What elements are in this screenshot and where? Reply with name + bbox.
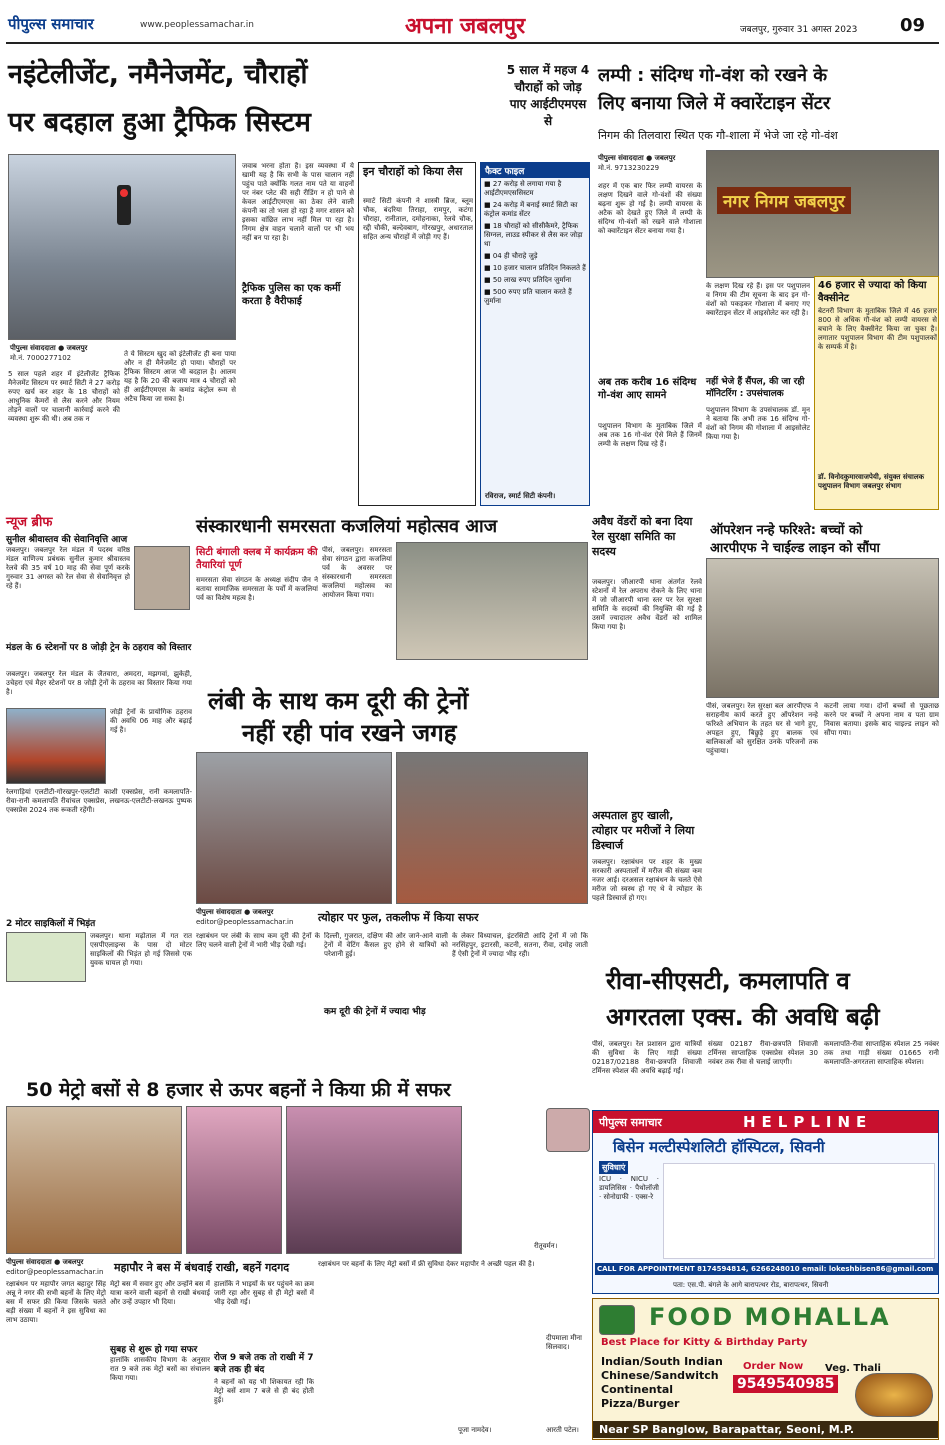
- samarasta-subhead: सिटी बंगाली क्लब में कार्यक्रम की तैयारियां पूर्ण: [196, 547, 318, 571]
- traffic-headline-1: नइंटेलीजेंट, नमैनेजमेंट, चौराहों: [8, 59, 308, 90]
- food-title: FOOD MOHALLA: [649, 1303, 891, 1331]
- metro-photo-4: [546, 1108, 590, 1152]
- traffic-box: [358, 162, 476, 506]
- metro-quotes: रक्षाबंधन पर बहनों के लिए मेट्रो बसों में फ्री सुविधा देकर महापौर ने अच्छी पहल की है।: [318, 1260, 535, 1268]
- masthead: [0, 0, 945, 44]
- lumpy-banner: नगर निगम जबलपुर: [717, 187, 851, 214]
- traffic-side-note: 5 साल में महज 4 चौराहों को जोड़ पाए आईटीएमएस से: [506, 63, 590, 128]
- traffic-signature: रविराज, स्मार्ट सिटी कंपनी।: [485, 492, 556, 500]
- lumpy-subhead-2: नहीं भेजे हैं सैंपल, की जा रही मॉनिटरिंग : उपसंचालक: [706, 377, 805, 399]
- lumpy-deck: निगम की तिलवारा स्थित एक गौ-शाला में भेजे जा रहे गो-वंश: [598, 129, 838, 142]
- samarasta-photo: [396, 542, 588, 660]
- metro-subhead-1: महापौर ने बस में बंधवाई राखी, बहनें गदगद: [114, 1261, 290, 1274]
- trains-body-1: रक्षाबंधन पर लंबी के साथ कम दूरी की ट्रेनों के लिए चलने वाली ट्रेनों में भारी भीड़ देखी गई।: [196, 932, 320, 949]
- trains-body-2: दिल्ली, गुजरात, दक्षिण की ओर जाने-आने वाली ट्रेनों में वेटिंग कैंसल हुए होने से यात्रियों को परेशानी हुई।: [324, 932, 448, 958]
- rewa-headline-1: रीवा-सीएसटी, कमलापति व: [606, 967, 850, 995]
- fact-item: ■ 27 करोड़ से लगाया गया है आईटीएमएससिस्टम: [484, 180, 562, 197]
- food-menu-item: Chinese/Sandwitch: [601, 1369, 719, 1382]
- metro-body-3: हालांकि शासकीय विभाग के अनुसार रात 9 बजे तक मेट्रो बसों का संचालन किया गया।: [110, 1356, 210, 1382]
- brief-2-title: मंडल के 6 स्टेशनों पर 8 जोड़ी ट्रेन के ठहराव को विस्तार: [6, 643, 192, 653]
- metro-headline: 50 मेट्रो बसों से 8 हजार से ऊपर बहनों ने किया फ्री में सफर: [26, 1079, 451, 1101]
- lumpy-body-2: के लक्षण दिख रहे हैं। इस पर पशुपालन व निगम की टीम सूचना के बाद इन गो-वंशों को पकड़कर गोशाला में बनाए गए क्वारेंटाइन सेंटर में आइसोलेट कर रही है।: [706, 282, 810, 317]
- page-number: 09: [900, 15, 926, 36]
- metro-photo-3: [286, 1106, 462, 1254]
- trains-subhead-1: कम दूरी की ट्रेनों में ज्यादा भीड़: [324, 1007, 426, 1017]
- samarasta-headline: संस्कारधानी समरसता कजलियां महोत्सव आज: [196, 516, 498, 537]
- trains-photo-credit: पीपुल्स संवाददाता ● जबलपुर: [196, 908, 274, 916]
- food-menu-item: Pizza/Burger: [601, 1397, 680, 1410]
- brief-2-body-2: जोड़ी ट्रेनों के प्रायोगिक ठहराव की अवधि 06 माह और बढ़ाई गई है।: [110, 708, 192, 734]
- metro-name-2: दीपमाला मीना सिलवाद।: [546, 1334, 582, 1351]
- metro-name-1: रीतूवर्मन।: [534, 1242, 558, 1250]
- food-thali-photo: [855, 1373, 933, 1417]
- helpline-brand: पीपुल्स समाचार: [599, 1116, 662, 1129]
- trains-caption: त्योहार पर फुल, तकलीफ में किया सफर: [318, 911, 479, 924]
- rewa-headline-2: अगरतला एक्स. की अवधि बढ़ी: [606, 1003, 880, 1031]
- lumpy-box: [814, 276, 939, 510]
- fact-item: ■ 50 लाख रुपए प्रतिदिन जुर्माना: [484, 276, 572, 284]
- metro-body-1: रक्षाबंधन पर महापौर जगत बहादुर सिंह अन्नू ने नगर की सभी बहनों के लिए मेट्रो बस में सफर फ्री किया जिसके चलते बड़ी संख्या में बहनों ने इस सुविधा का लाभ उठाया।: [6, 1280, 106, 1324]
- hospital-body: जबलपुर। रक्षाबंधन पर शहर के मुख्य सरकारी अस्पतालों में मरीज की संख्या कम नजर आई। दरअसल रक्षाबंधन के चलते ऐसे मरीज जो स्वस्थ हो गए थे वे त्योहार के पहले डिस्चार्ज हो गए।: [592, 858, 702, 902]
- lumpy-photo: [706, 150, 939, 278]
- helpline-address: पता: एस.पी. बंगले के आगे बारापत्थर रोड, बारापत्थर, सिवनी: [673, 1281, 829, 1289]
- lumpy-body-4: पशुपालन विभाग के उपसंचालक डॉ. मून ने बताया कि अभी तक 16 संदिग्ध गो-वंशों को निगम की गोशाला में आइसोलेट किया गया है।: [706, 406, 810, 441]
- section-title: अपना जबलपुर: [405, 14, 526, 39]
- samarasta-body-1: समरसता सेवा संगठन के अध्यक्ष संदीप जैन ने बताया सामाजिक समरसता के पर्वों में कजलियां पर्व का विशेष महत्व है।: [196, 576, 318, 602]
- trains-photo-2: [396, 752, 588, 904]
- lumpy-body-1: शहर में एक बार फिर लम्पी वायरस के लक्षण दिखने वाले गो-वंशों की संख्या बढ़ना शुरू हो गई है। लम्पी वायरस के अटैक को देखते हुए जिले में लम्पी के संदिग्ध गो-वंशों को रखने वाले गोशाला को क्वारेंटाइन सेंटर बनाया गया है।: [598, 182, 702, 235]
- helpline-header: [593, 1111, 938, 1133]
- lumpy-headline-2: लिए बनाया जिले में क्वारेंटाइन सेंटर: [598, 93, 831, 114]
- fact-file: [480, 162, 590, 506]
- helpline-hospital: बिसेन मल्टीस्पेशलिटी हॉस्पिटल, सिवनी: [613, 1138, 825, 1156]
- fact-item: ■ 24 करोड़ में बनाई स्मार्ट सिटी का कंट्रोल कमांड सेंटर: [484, 201, 578, 218]
- brief-3-photo: [6, 932, 86, 982]
- food-menu-item: Indian/South Indian: [601, 1355, 723, 1368]
- fact-item: ■ 10 हजार चालान प्रतिदिन निकलते हैं: [484, 264, 586, 272]
- food-menu-item: Continental: [601, 1383, 674, 1396]
- news-brief-column: [6, 512, 192, 1072]
- lumpy-body-3: पशुपालन विभाग के मुताबिक जिले में अब तक 16 गो-वंश ऐसे मिले हैं जिनमें लम्पी के लक्षण दिख रहे हैं।: [598, 422, 702, 448]
- helpline-title: HELPLINE: [743, 1113, 873, 1131]
- operation-headline-1: ऑपरेशन नन्हे फरिश्ते: बच्चों को: [710, 523, 863, 538]
- metro-name-3: पूजा नामदेव।: [458, 1426, 492, 1434]
- site-url[interactable]: www.peoplessamachar.in: [140, 20, 254, 30]
- food-menu: [601, 1355, 731, 1411]
- helpline-appointment[interactable]: CALL FOR APPOINTMENT 8174594814, 6266248010 email: lokeshbisen86@gmail.com: [595, 1263, 938, 1275]
- lumpy-photo-credit: पीपुल्स संवाददाता ● जबलपुर: [598, 154, 676, 162]
- hospital-headline: अस्पताल हुए खाली, त्योहार पर मरीजों ने लिया डिस्चार्ज: [592, 809, 695, 852]
- metro-email[interactable]: editor@peoplessamachar.in: [6, 1268, 104, 1276]
- fact-list: [481, 178, 589, 311]
- food-tagline: Best Place for Kitty & Birthday Party: [601, 1337, 808, 1348]
- trains-story: [196, 666, 588, 1068]
- traffic-photo: [8, 154, 236, 340]
- lumpy-story: [594, 50, 939, 510]
- rewa-body-3: कमलापति-रीवा साप्ताहिक स्पेशल 25 नवंबर तक तथा गाड़ी संख्या 01665 रानी कमलापति-अगरतला साप्ताहिक स्पेशल।: [824, 1040, 939, 1066]
- traffic-body-3: जवाब भरना होता है। इस व्यवस्था में ये खामी यह है कि सभी के पास चालान नहीं पहुंच पाते क्योंकि गलत नाम पते या वाहनों पर नंबर प्लेट की सही रीडिंग न हो पाने से केवल आईटीएमएस का ठेका लेने वाली कंपनी का तो भला हो रहा है मगर शासन को इसका वांछित लाभ नहीं मिल पा रहा है। निगम क्षेत्र वाहन चलाने वालों पर भी भय नहीं बन पा रहा है।: [242, 162, 354, 242]
- metro-story: [6, 1074, 590, 1440]
- lumpy-subhead-1: अब तक करीब 16 संदिग्ध गो-वंश आए सामने: [598, 377, 697, 401]
- metro-name-4: आरती पटेल।: [546, 1426, 579, 1434]
- metro-photo-credit: पीपुल्स संवाददाता ● जबलपुर: [6, 1258, 84, 1266]
- traffic-body-1: 5 साल पहले शहर में इंटेलीजेंट ट्रैफिक मैनेजमेंट सिस्टम पर स्मार्ट सिटी ने 27 करोड़ रुपए खर्च कर शहर के 18 चौराहों को आधुनिक कैमरों से लैस करने और नियम तोड़ने वालों पर चालानी कार्रवाई करने की व्यवस्था शुरू की थी। अब तक न: [8, 370, 120, 423]
- operation-headline-2: आरपीएफ ने चाईल्ड लाइन को सौंपा: [710, 541, 880, 556]
- helpline-services-label: सुविधाएं: [599, 1161, 628, 1174]
- brief-2-body-3: रेलगाड़ियां एलटीटी-गोरखपुर-एलटीटी काशी एक्सप्रेस, रानी कमलापति-रीवा-रानी कमलापति रीवांचल एक्सप्रेस, लखनऊ-एलटीटी-लखनऊ पुष्पक एक्सप्रेस 2024 तक रूकती रहेंगी।: [6, 788, 192, 814]
- helpline-doctors: [663, 1163, 935, 1259]
- food-phone[interactable]: 9549540985: [733, 1375, 838, 1393]
- brief-3-body: जबलपुर। थाना मढ़ोताल में गत रात एसपीएलाइन्स के पास दो मोटर साइकिलों की भिड़ंत हो गई जिससे एक युवक घायल हो गया।: [90, 932, 192, 967]
- lumpy-headline-1: लम्पी : संदिग्ध गो-वंश को रखने के: [598, 65, 828, 86]
- traffic-reporter: मो.नं. 7000277102: [10, 354, 72, 362]
- metro-photo-1: [6, 1106, 182, 1254]
- rewa-story: [592, 956, 939, 1106]
- metro-subhead-3: रोज 9 बजे तक तो राखी में 7 बजे तक ही बंद: [214, 1353, 314, 1375]
- brief-3-title: 2 मोटर साइकिलों में भिड़ंत: [6, 919, 96, 929]
- rail-committee-body: जबलपुर। जीआरपी थाना अंतर्गत रेलवे स्टेशनों में रेल अपराध रोकने के लिए थाना में जो जीआरपी थाना स्तर पर रेल सुरक्षा समिति के सदस्यों की नियुक्ति की गई है उसमें ज्यादातर अवैध वेंडरों को शामिल किया गया है।: [592, 578, 702, 631]
- trains-email[interactable]: editor@peoplessamachar.in: [196, 918, 294, 926]
- samarasta-body-2: पीसं, जबलपुर। समरसता सेवा संगठन द्वारा कजलियां पर्व के अवसर पर संस्कारधानी समरसता कजलियां महोत्सव का आयोजन किया गया।: [322, 546, 392, 599]
- brief-2-body: जबलपुर। जबलपुर रेल मंडल के जैतवारा, अमदरा, मझगवां, झुकेही, उचेहरा एवं मैहर स्टेशनों पर 8 जोड़ी ट्रेनों के ठहराव का विस्तार किया गया है।: [6, 670, 192, 696]
- dateline: जबलपुर, गुरुवार 31 अगस्त 2023: [740, 25, 858, 35]
- traffic-story: [6, 50, 590, 510]
- lumpy-quote-sign: डॉ. विनोदकुमारवाजपेयी, संयुक्त संचालक पशुपालन विभाग जबलपुर संभाग: [818, 473, 924, 490]
- trains-headline-2: नहीं रही पांव रखने जगह: [242, 719, 457, 747]
- lumpy-box-title: 46 हजार से ज्यादा को किया वैक्सीनेट: [818, 280, 927, 304]
- lumpy-reporter: मो.नं. 9713230229: [598, 164, 660, 172]
- metro-body-4: हालांकि ने भाइयों के घर पहुंचने का क्रम जारी रहा और सुबह से ही मेट्रो बसों में भीड़ देखी गई।: [214, 1280, 314, 1306]
- masthead-rule: [6, 42, 939, 44]
- brief-1-body: जबलपुर। जबलपुर रेल मंडल में पदस्थ वरिष्ठ मंडल वाणिज्य प्रबंधक सुनील कुमार श्रीवास्तव रेलवे की 35 वर्ष 10 माह की सेवा पूर्ण करके गुरुवार 31 अगस्त को रेल सेवा से सेवानिवृत्त हो रहे हैं।: [6, 546, 130, 590]
- traffic-body-2: ते ये सिस्टम खुद को इंटेलीजेंट ही बना पाया और न ही मैनेजमेंट हो पाया। चौराहों पर ट्रैफिक सिस्टम आज भी बदहाल है। आलम यह है कि 20 की बजाय मात्र 4 चौराहों को ही आईटीएमएस के कमांड कंट्रोल रूम से अटैच किया जा सका है।: [124, 350, 236, 403]
- operation-photo: [706, 558, 939, 698]
- traffic-subhead: ट्रैफिक पुलिस का एक कर्मी करता है वैरीफाई: [242, 283, 341, 307]
- fact-item: ■ 500 रुपए प्रति चालान करते हैं जुर्माना: [484, 288, 572, 305]
- food-logo: [599, 1305, 635, 1335]
- metro-photo-2: [186, 1106, 282, 1254]
- fact-item: ■ 04 ही चौराहे जुड़े: [484, 252, 538, 260]
- brief-1-photo: [134, 546, 190, 610]
- lumpy-box-body: बेटनरी विभाग के मुताबिक जिले में 46 हजार 800 से अधिक गौ-वंश को लम्पी वायरस से बचाने के लिए वैक्सीनेट किया जा चुका है। लगातार पशुपालन विभाग की टीम पशुपालकों के सम्पर्क में है।: [818, 307, 937, 351]
- news-brief-label: न्यूज ब्रीफ: [6, 515, 53, 530]
- traffic-box-title: इन चौराहों को किया लैस: [363, 165, 463, 178]
- samarasta-story: [196, 512, 588, 662]
- trains-body-3: के लेकर विध्याचल, इंटरसिटी आदि ट्रेनों में जो कि नरसिंहपुर, इटारसी, कटनी, सतना, रीवा, दमोह जाती हैं ऐसी ट्रेनों में ज्यादा भीड़ रही।: [452, 932, 588, 958]
- brief-2-photo: [6, 708, 106, 784]
- operation-story: [706, 512, 939, 952]
- food-veg: Veg. Thali: [825, 1363, 881, 1374]
- metro-subhead-2: सुबह से शुरू हो गया सफर: [110, 1345, 198, 1355]
- brief-1-title: सुनील श्रीवास्तव की सेवानिवृत्ति आज: [6, 535, 128, 545]
- food-address: Near SP Banglow, Barapattar, Seoni, M.P.: [593, 1421, 938, 1438]
- helpline-services: ICU · NICU · डायलिसिस · पैथोलॉजी · सोनोग्राफी · एक्स-रे: [599, 1175, 659, 1201]
- metro-body-5: ने बहनों को यह भी शिकायत रही कि मेट्रो बसें शाम 7 बजे से ही बंद होती हुई।: [214, 1378, 314, 1404]
- food-order-label: Order Now: [743, 1361, 804, 1372]
- rail-committee-headline: अवैध वेंडरों को बना दिया रेल सुरक्षा समिति का सदस्य: [592, 515, 693, 558]
- rewa-body-2: संख्या 02187 रीवा-छत्रपति शिवाजी टर्मिनस साप्ताहिक एक्सप्रेस स्पेशल 30 नवंबर तक रीवा से चलाई जाएगी।: [708, 1040, 818, 1066]
- traffic-box-body: स्मार्ट सिटी कंपनी ने शास्त्री ब्रिज, ब्लूम चौक, बंदरिया तिराहा, रामपुर, कटंगा चौराहा, रानीताल, दमोहनाका, रेलवे चौक, रद्दी चौकी, बल्देवबाग, गोरखपुर, अधारताल सहित अन्य चौराहों में जोड़ी गए हैं।: [363, 197, 473, 241]
- traffic-photo-credit: पीपुल्स संवाददाता ● जबलपुर: [10, 344, 88, 352]
- helpline-ad: [592, 1110, 939, 1294]
- paper-name: पीपुल्स समाचार: [8, 15, 94, 33]
- operation-body-2: कटनी लाया गया। दोनों बच्चों से पूछताछ करने पर बच्चों ने अपना नाम व पता ग्राम निवास बताया। इसके बाद चाइल्ड लाइन को सौंपा गया।: [824, 702, 939, 737]
- metro-body-2: मेट्रो बस में सवार हुए और उन्होंने बस में यात्रा करने वाली बहनों से राखी बंधवाई और उन्हें उपहार भी दिया।: [110, 1280, 210, 1306]
- trains-headline-1: लंबी के साथ कम दूरी की ट्रेनों: [208, 687, 469, 715]
- rewa-body-1: पीसं, जबलपुर। रेल प्रशासन द्वारा यात्रियों की सुविधा के लिए गाड़ी संख्या 02187/02188 रीवा-छत्रपति शिवाजी टर्मिनस स्पेशल की अवधि बढ़ाई गई।: [592, 1040, 702, 1075]
- food-ad: [592, 1298, 939, 1440]
- operation-body-1: पीसं, जबलपुर। रेल सुरक्षा बल आरपीएफ ने सराहनीय कार्य करते हुए ऑपरेशन नन्हे फरिश्ते अभियान के तहत घर से भागे हुए, अपहृत हुए, बिछुड़े हुए बालक एवं बालिकाओं को सुरक्षित उनके परिजनों तक पहुंचाया।: [706, 702, 818, 755]
- traffic-headline-2: पर बदहाल हुआ ट्रैफिक सिस्टम: [8, 107, 311, 138]
- trains-photo-1: [196, 752, 392, 904]
- fact-item: ■ 18 चौराहों को सीसीकैमरे, ट्रैफिक सिग्नल, लाउड स्पीकर से लैस कर जोड़ा था: [484, 222, 583, 248]
- fact-file-title: फैक्ट फाइल: [481, 163, 589, 178]
